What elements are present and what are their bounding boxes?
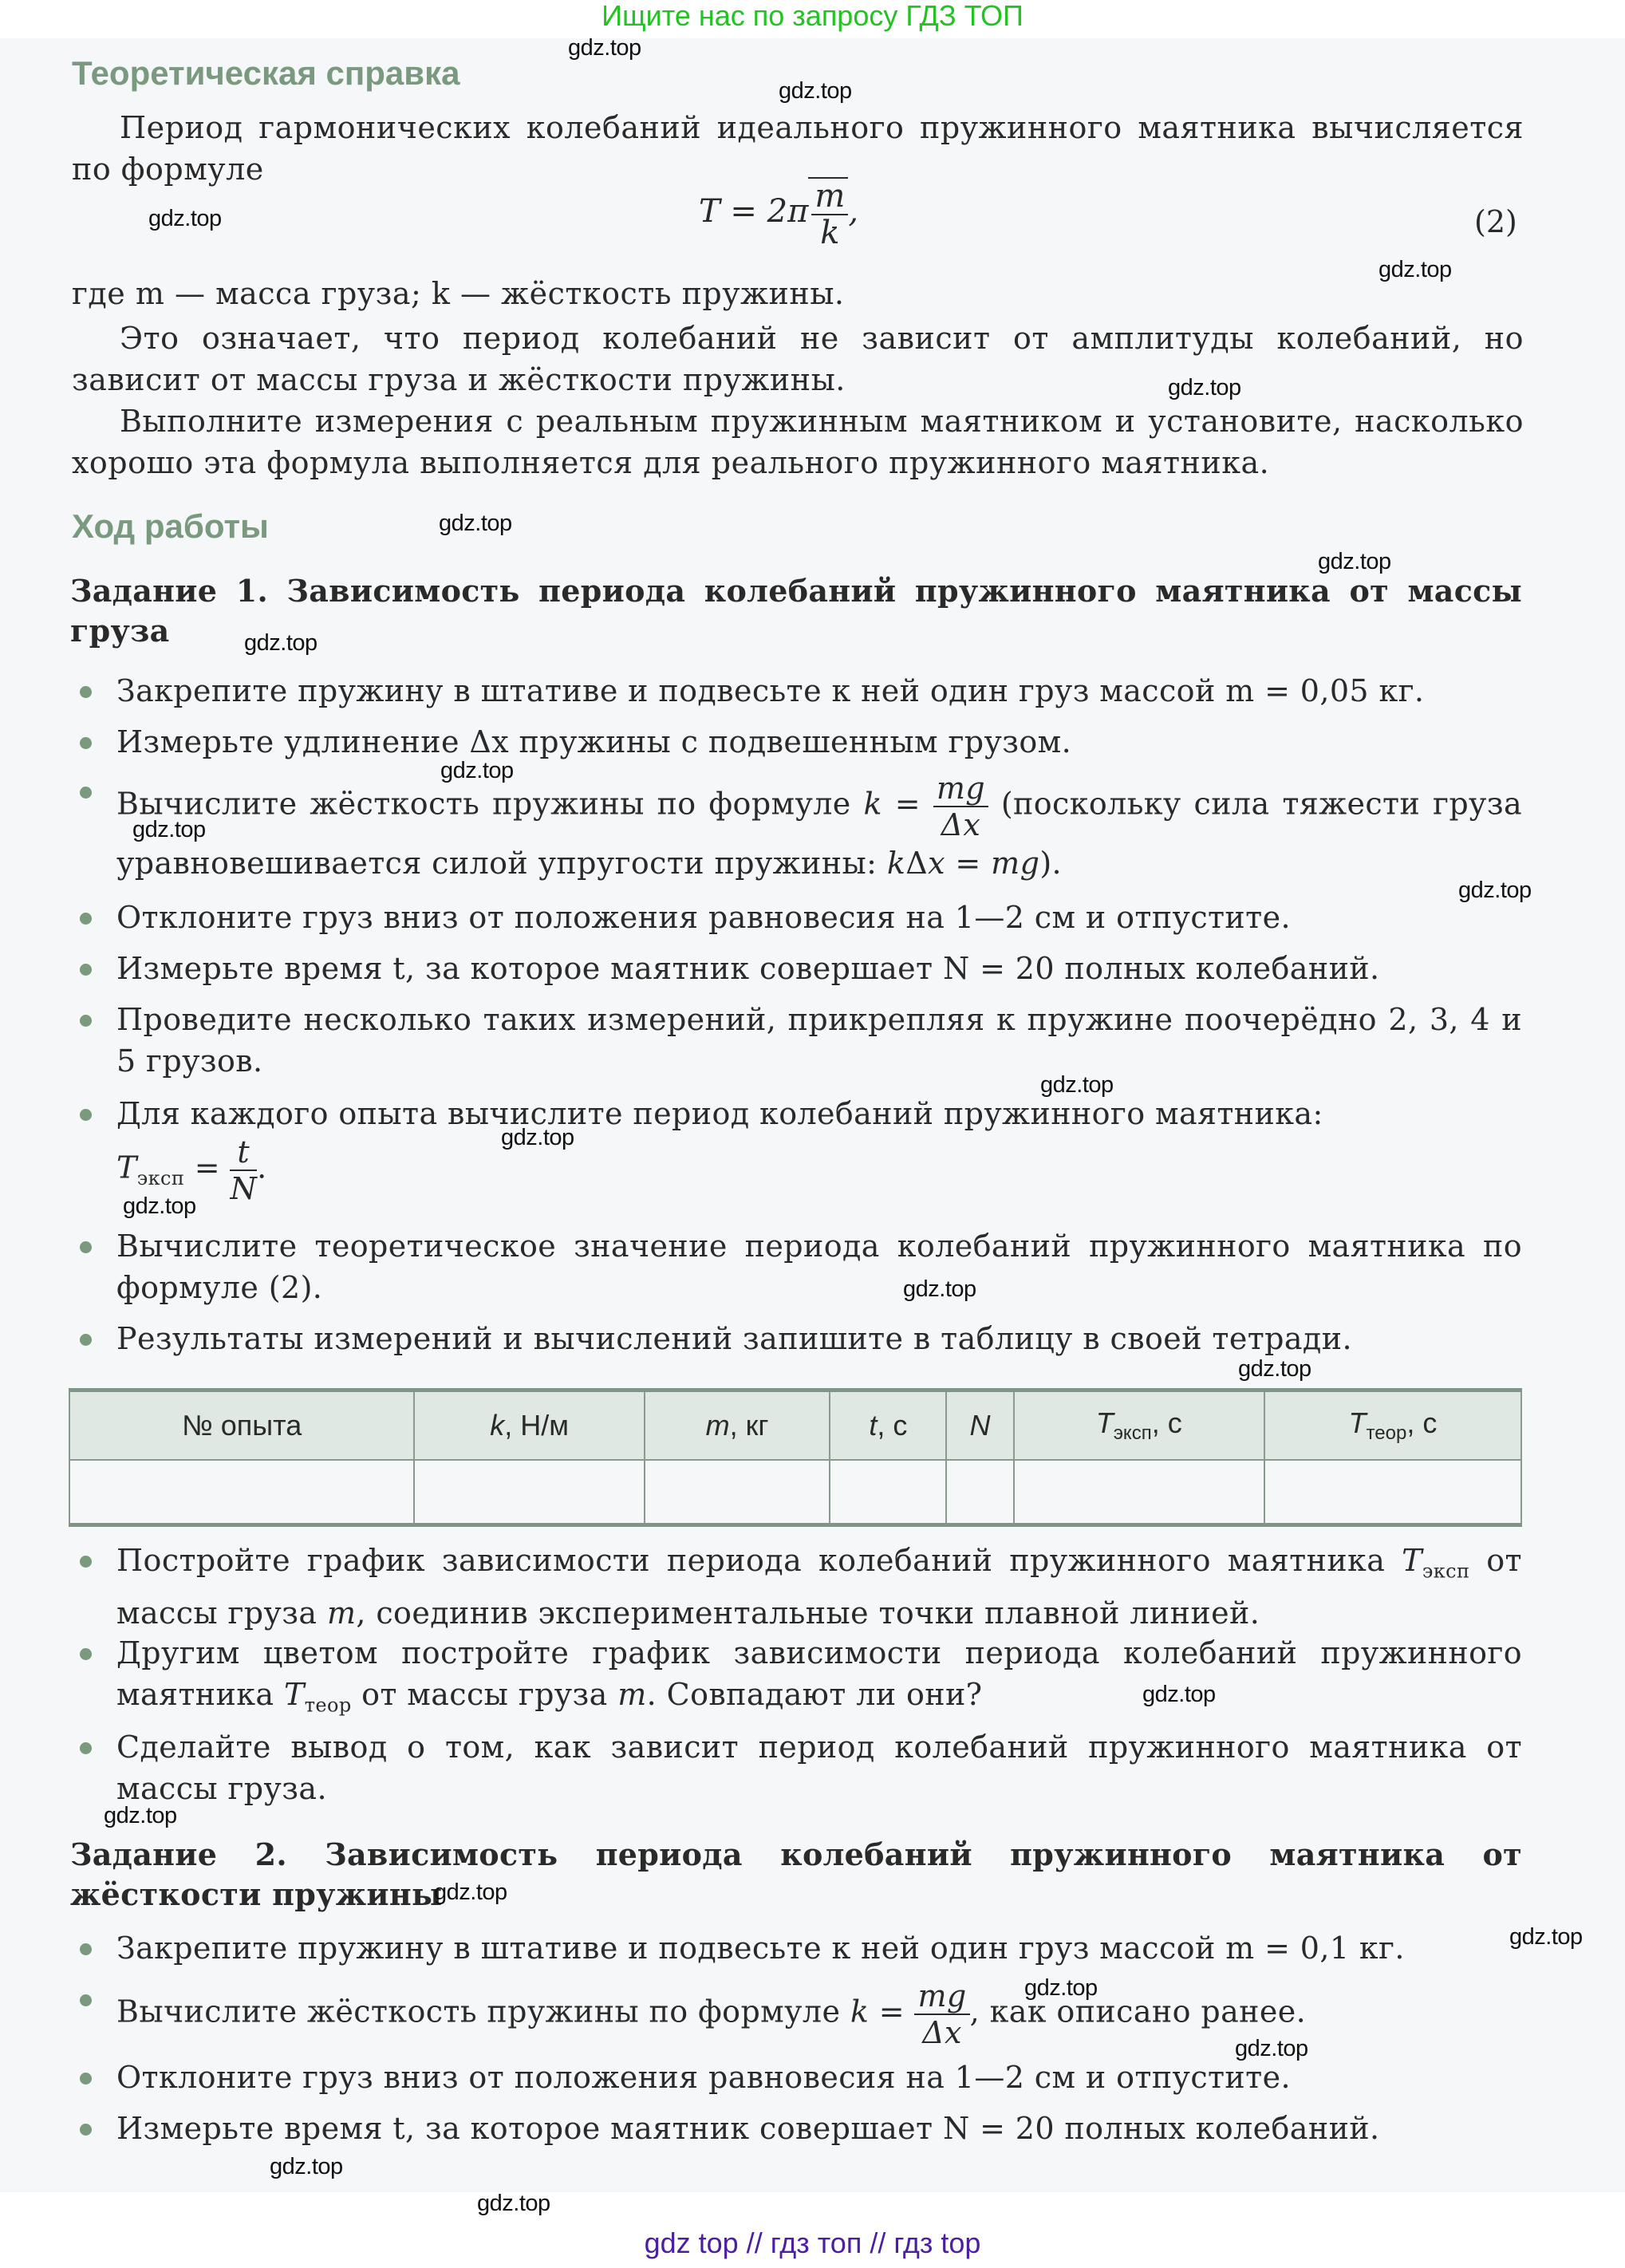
watermark: gdz.top xyxy=(132,817,206,842)
table-cell xyxy=(1264,1460,1521,1525)
task1-after-bullet-1: Постройте график зависимости периода колебаний пружинного маятника $T_{эксп}$ от массы груза m, соединив экспериментальные точки плавной линией. xyxy=(116,1540,1522,1634)
theory-paragraph-3: Это означает, что период колебаний не зависит от амплитуды колебаний, но зависит от массы груза и жёсткости пружины. xyxy=(72,321,1524,397)
col-k: k, Н/м xyxy=(414,1390,644,1461)
watermark: gdz.top xyxy=(1458,878,1532,903)
watermark: gdz.top xyxy=(501,1125,574,1150)
period-formula xyxy=(699,177,858,250)
watermark: gdz.top xyxy=(104,1803,177,1828)
theory-heading: Теоретическая справка xyxy=(72,54,460,92)
task1-bullet-2: Измерьте удлинение Δx пружины с подвешенным грузом. xyxy=(116,721,1522,763)
k-formula-fraction xyxy=(914,1978,969,2050)
watermark: gdz.top xyxy=(1142,1682,1216,1707)
exp-subscript: эксп xyxy=(136,1167,185,1190)
task1-bullet-8: Вычислите теоретическое значение периода колебаний пружинного маятника по формуле (2). xyxy=(116,1225,1522,1308)
watermark: gdz.top xyxy=(123,1193,196,1219)
theory-paragraph-1: Период гармонических колебаний идеального пружинного маятника вычисляется по формуле xyxy=(72,110,1524,187)
watermark: gdz.top xyxy=(1378,257,1452,282)
col-t-exp: $T_{эксп}$, с xyxy=(1014,1390,1264,1461)
table-cell xyxy=(69,1460,414,1525)
k-formula-fraction xyxy=(933,771,988,842)
bullet-7-text: Для каждого опыта вычислите период колебаний пружинного маятника: xyxy=(116,1096,1323,1131)
watermark: gdz.top xyxy=(244,630,318,656)
sqrt-sign xyxy=(808,177,848,250)
table-cell xyxy=(946,1460,1013,1525)
watermark: gdz.top xyxy=(477,2191,550,2216)
watermark: gdz.top xyxy=(440,758,514,783)
watermark: gdz.top xyxy=(1318,549,1391,574)
watermark: gdz.top xyxy=(1040,1072,1114,1098)
task1-after-bullet-2: Другим цветом постройте график зависимости периода колебаний пружинного маятника $T_{теор}$ от массы груза m. Совпадают ли они? xyxy=(116,1632,1522,1726)
task1-bullet-9: Результаты измерений и вычислений запишите в таблицу в своей тетради. xyxy=(116,1318,1522,1359)
formula-numerator: m xyxy=(811,179,848,215)
footer-banner-text: gdz top // гдз топ // гдз top xyxy=(644,2227,981,2259)
watermark: gdz.top xyxy=(779,78,852,104)
watermark: gdz.top xyxy=(1238,1356,1311,1382)
watermark: gdz.top xyxy=(148,206,222,231)
formula-comma: , xyxy=(848,193,859,230)
frac-denominator: Δx xyxy=(941,807,981,842)
frac-denominator: N xyxy=(230,1171,258,1206)
task1-bullet-4: Отклоните груз вниз от положения равновесия на 1—2 см и отпустите. xyxy=(116,897,1522,938)
table-cell xyxy=(414,1460,644,1525)
formula-number: (2) xyxy=(1474,204,1517,239)
task1-after-bullet-3: Сделайте вывод о том, как зависит период колебаний пружинного маятника от массы груза. xyxy=(116,1726,1522,1809)
frac-numerator: mg xyxy=(914,1978,969,2015)
table-cell xyxy=(645,1460,830,1525)
formula-fraction xyxy=(811,179,848,250)
bullet-3-suffix: (поскольку сила тяжести груза уравновешивается силой упругости пружины: kΔx = mg). xyxy=(116,786,1523,881)
task1-title: Задание 1. Зависимость периода колебаний пружинного маятника от массы груза xyxy=(70,573,1522,649)
procedure-heading: Ход работы xyxy=(72,507,269,545)
col-experiment-no: № опыта xyxy=(69,1390,414,1461)
watermark: gdz.top xyxy=(439,511,512,536)
k-symbol: k = xyxy=(863,786,933,822)
top-banner xyxy=(0,0,1625,35)
theory-paragraph-2: где m — масса груза; k — жёсткость пружины. xyxy=(72,276,845,311)
t-exp-symbol: T xyxy=(116,1150,137,1185)
top-banner-text: Ищите нас по запросу ГДЗ ТОП xyxy=(601,0,1024,32)
watermark: gdz.top xyxy=(434,1879,507,1905)
table-header-row xyxy=(69,1390,1521,1461)
frac-numerator: mg xyxy=(933,771,988,807)
task1-bullet-3 xyxy=(116,771,1522,884)
table-cell xyxy=(1014,1460,1264,1525)
task2-bullet-3: Отклоните груз вниз от положения равновесия на 1—2 см и отпустите. xyxy=(116,2057,1522,2098)
task1-bullet-1: Закрепите пружину в штативе и подвесьте к ней один груз массой m = 0,05 кг. xyxy=(116,670,1522,712)
t-over-n-fraction xyxy=(230,1134,257,1206)
formula-denominator: k xyxy=(820,215,840,251)
task2-title: Задание 2. Зависимость периода колебаний пружинного маятника от жёсткости пружины xyxy=(70,1836,1522,1912)
watermark: gdz.top xyxy=(1235,2036,1308,2061)
task2-bullet-1: Закрепите пружину в штативе и подвесьте к ней один груз массой m = 0,1 кг. xyxy=(116,1927,1522,1969)
col-t: t, с xyxy=(830,1390,946,1461)
watermark: gdz.top xyxy=(1509,1924,1583,1950)
table-row xyxy=(69,1460,1521,1525)
watermark: gdz.top xyxy=(1168,375,1241,400)
watermark: gdz.top xyxy=(568,35,641,61)
task1-bullet-6: Проведите несколько таких измерений, прикрепляя к пружине поочерёдно 2, 3, 4 и 5 грузов. xyxy=(116,999,1522,1082)
bullet-3-prefix: Вычислите жёсткость пружины по формуле xyxy=(116,786,864,822)
task1-bullet-5: Измерьте время t, за которое маятник совершает N = 20 полных колебаний. xyxy=(116,948,1522,989)
task2-bullet-2: Вычислите жёсткость пружины по формуле k = $\frac{mg}{\Delta x}$ , как описано ранее. xyxy=(116,1978,1522,2050)
frac-denominator: Δx xyxy=(922,2015,962,2050)
table-cell xyxy=(830,1460,946,1525)
footer-banner xyxy=(0,2226,1625,2264)
watermark: gdz.top xyxy=(903,1276,976,1302)
col-t-teor: $T_{теор}$, с xyxy=(1264,1390,1521,1461)
results-table xyxy=(69,1388,1522,1527)
watermark: gdz.top xyxy=(1024,1975,1098,2001)
task1-bullet-7: Для каждого опыта вычислите период колебаний пружинного маятника: $T_{эксп}$ = $\frac{t}{N}$ . xyxy=(116,1093,1522,1206)
theory-paragraph-4: Выполните измерения с реальным пружинным маятником и установите, насколько хорошо эта формула выполняется для реального пружинного маятника. xyxy=(72,404,1524,480)
formula-lhs: T = 2π xyxy=(699,193,809,230)
col-m: m, кг xyxy=(645,1390,830,1461)
frac-numerator: t xyxy=(230,1134,257,1171)
watermark: gdz.top xyxy=(270,2154,343,2179)
col-n: N xyxy=(946,1390,1013,1461)
task2-bullet-4: Измерьте время t, за которое маятник совершает N = 20 полных колебаний. xyxy=(116,2108,1522,2149)
